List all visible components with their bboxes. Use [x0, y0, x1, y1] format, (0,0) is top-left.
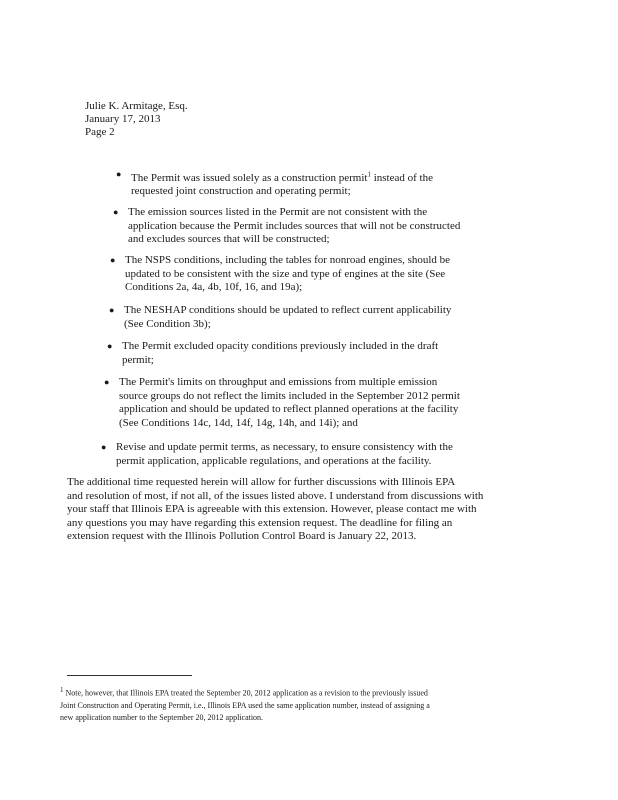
recipient-name: Julie K. Armitage, Esq.	[85, 100, 188, 112]
letter-header	[85, 100, 188, 139]
list-item	[110, 254, 451, 295]
bullet-icon: ●	[109, 305, 115, 315]
bullet-icon: ●	[104, 377, 110, 387]
letter-date: January 17, 2013	[85, 113, 161, 125]
footnote-text: Note, however, that Illinois EPA treated the September 20, 2012 application as a revision to the previously issued Joint Construction and Operating Permit, i.e., Illinois EPA used the same application number, instead of assigning a new application number to the September 20, 2012 application.	[60, 688, 430, 722]
footnote	[60, 684, 560, 724]
list-item	[104, 376, 460, 430]
body-paragraph: The additional time requested herein will allow for further discussions with Illinois EPA and resolution of most, if not all, of the issues listed above. I understand from discussions with your staff that Illinois EPA is agreeable with this extension. However, please contact me with any questions you may have regarding this extension request. The deadline for filing an extension request with the Illinois Pollution Control Board is January 22, 2013.	[67, 476, 484, 543]
footnote-ref: 1	[367, 170, 371, 178]
bullet-icon: ●	[107, 341, 113, 351]
footnote-divider	[67, 675, 192, 676]
list-item-text: The Permit excluded opacity conditions previously included in the draft permit;	[122, 340, 439, 366]
bullet-icon: ●	[116, 169, 122, 179]
list-item-text-cont: instead of the requested joint construction and operating permit;	[131, 171, 433, 198]
list-item-text: The Permit was issued solely as a construction permit	[131, 171, 368, 184]
list-item	[107, 340, 439, 367]
list-item-text: The NSPS conditions, including the tables for nonroad engines, should be updated to be consistent with the size and type of engines at the site (See Conditions 2a, 4a, 4b, 10f, 16, and 19a);	[125, 254, 451, 293]
list-item-text: Revise and update permit terms, as necessary, to ensure consistency with the permit application, applicable regulations, and operations at the facility.	[116, 441, 453, 467]
list-item	[113, 206, 461, 247]
list-item	[109, 304, 452, 331]
bullet-icon: ●	[110, 255, 116, 265]
bullet-icon: ●	[101, 442, 107, 452]
bullet-icon: ●	[113, 207, 119, 217]
list-item-text: The Permit's limits on throughput and emissions from multiple emission source groups do not reflect the limits included in the September 2012 permit application and should be updated to reflect planned operations at the facility (See Conditions 14c, 14d, 14f, 14g, 14h, and 14i); and	[119, 376, 460, 429]
list-item	[116, 168, 433, 199]
list-item	[101, 441, 453, 468]
page-number: Page 2	[85, 126, 115, 138]
list-item-text: The NESHAP conditions should be updated to reflect current applicability (See Condition 3b);	[124, 304, 452, 330]
footnote-marker: 1	[60, 686, 64, 694]
list-item-text: The emission sources listed in the Permit are not consistent with the application because the Permit includes sources that will not be constructed and excludes sources that will be constructed;	[128, 206, 461, 245]
